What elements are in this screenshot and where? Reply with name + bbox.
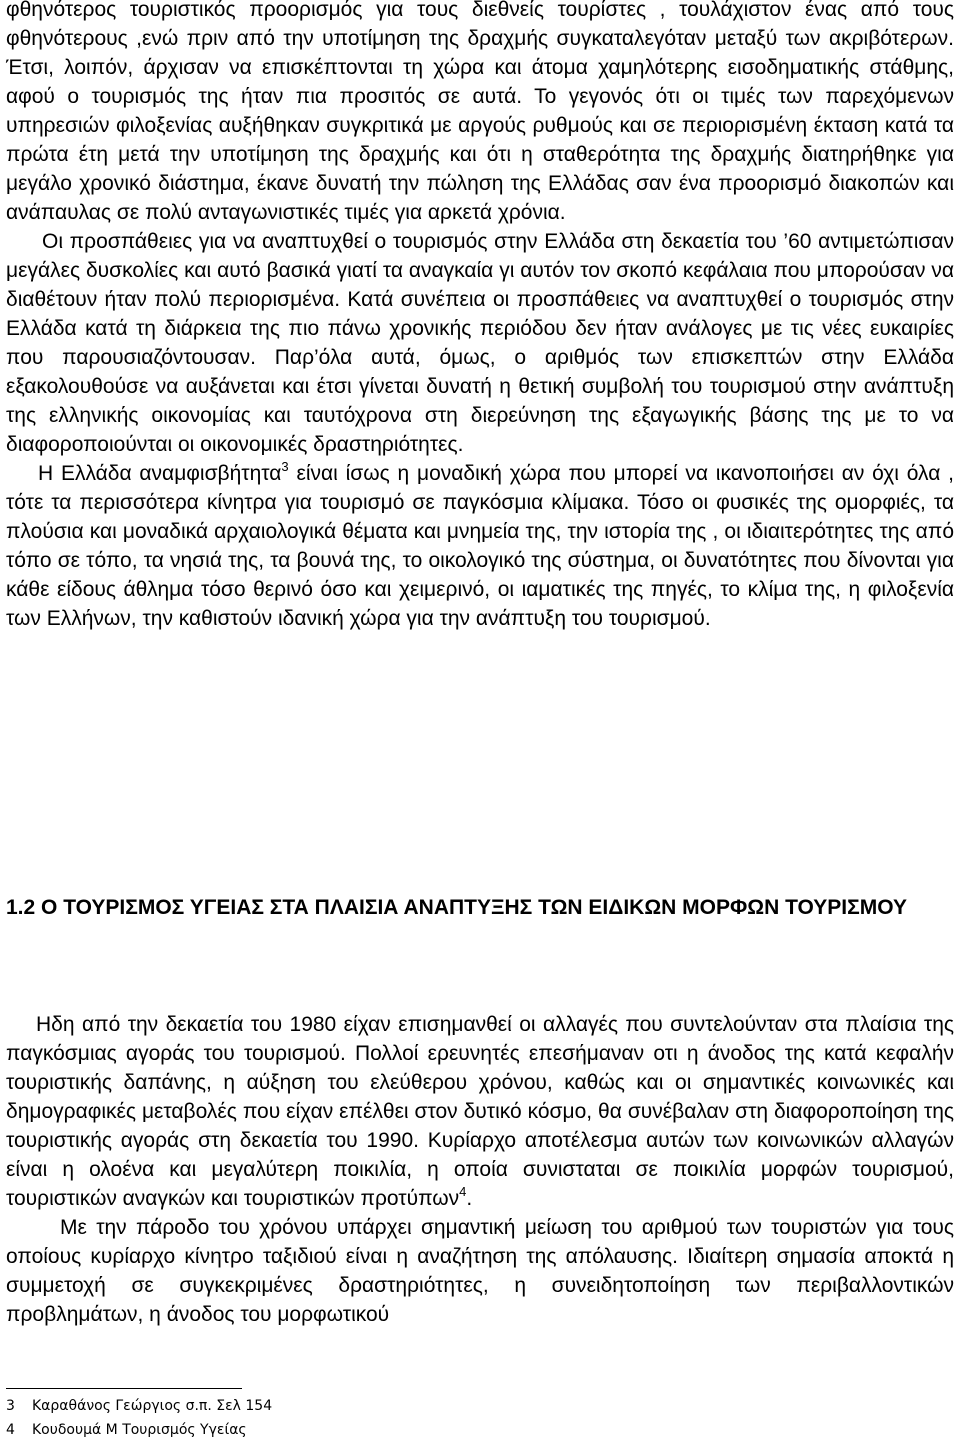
- footnote-separator: [6, 1388, 242, 1389]
- paragraph-text: Η Ελλάδα αναμφισβήτητα: [38, 462, 282, 485]
- paragraph-text: .: [466, 1187, 473, 1210]
- footnote-number: 3: [6, 1398, 15, 1414]
- footnote-text: Κουδουμά Μ Τουρισμός Υγείας: [32, 1422, 247, 1438]
- footnote: [6, 1418, 606, 1442]
- paragraph-continuation: φθηνότερος τουριστικός προορισμός για τους διεθνείς τουρίστες , τουλάχιστον ένας από τους φθηνότερους ,ενώ πριν από την υποτίμηση της δραχμής συγκαταλεγόταν μεταξύ των ακριβότερων. Έτσι, λοιπόν, άρχισαν να επισκέπτονται τη χώρα και άτομα χαμηλότερης εισοδηματικής στάθμης, αφού ο τουρισμός της ήταν πια προσιτός σε αυτά. Το γεγονός ότι οι τιμές των παρεχόμενων υπηρεσιών φιλοξενίας αυξήθηκαν συγκριτικά με αργούς ρυθμούς και σε περιορισμένη έκταση κατά τα πρώτα έτη μετά την υποτίμηση της δραχμής και ότι η σταθερότητα της δραχμής διατηρήθηκε για μεγάλο χρονικό διάστημα, έκανε δυνατή την πώληση της Ελλάδας σαν ένα προορισμό διακοπών και ανάπαυλας σε πολύ ανταγωνιστικές τιμές για αρκετά χρόνια.: [6, 0, 954, 224]
- footnote-reference: 3: [281, 459, 289, 474]
- footnote-reference: 4: [459, 1184, 467, 1199]
- footnote-text: Καραθάνος Γεώργιος σ.π. Σελ 154: [32, 1398, 273, 1414]
- paragraph-text: Ηδη από την δεκαετία του 1980 είχαν επισημανθεί οι αλλαγές που συντελούνταν στα πλαίσια της παγκόσμιας αγοράς του τουρισμού. Πολλοί ερευνητές επεσήμαναν οτι η άνοδος της κατά κεφαλήν τουριστικής δαπάνης, η αύξηση του ελεύθερου χρόνου, καθώς και οι σημαντικές κοινωνικές και δημογραφικές μεταβολές που είχαν επέλθει στον δυτικό κόσμο, θα συνέβαλαν στη διαφοροποίηση της τουριστικής αγοράς στη δεκαετία του 1990. Κυρίαρχο αποτέλεσμα αυτών των κοινωνικών αλλαγών είναι η ολοένα και μεγαλύτερη ποικιλία, η οποία συνισταται σε ποικιλία μορφών τουρισμού, τουριστικών αναγκών και τουριστικών προτύπων: [6, 1013, 954, 1210]
- paragraph-text: είναι ίσως η μοναδική χώρα που μπορεί να ικανοποιήσει αν όχι όλα , τότε τα περισσότερα κίνητρα για τουρισμό σε παγκόσμια κλίμακα. Τόσο οι φυσικές της ομορφιές, τα πλούσια και μοναδικά αρχαιολογικά θέματα και μνημεία της, την ιστορία της , οι ιδιαιτερότητες της από τόπο σε τόπο, τα νησιά της, τα βουνά της, το οικολογικό της σύστημα, οι δυνατότητες που δίνονται για κάθε είδους άθλημα τόσο θερινό όσο και χειμερινό, οι ιαματικές της πηγές, το κλίμα της, η φιλοξενία των Ελλήνων, την καθιστούν ιδανική χώρα για την ανάπτυξη του τουρισμού.: [6, 462, 954, 630]
- section-heading: 1.2 Ο ΤΟΥΡΙΣΜΟΣ ΥΓΕΙΑΣ ΣΤΑ ΠΛΑΙΣΙΑ ΑΝΑΠΤΥΞΗΣ ΤΩΝ ΕΙΔΙΚΩΝ ΜΟΡΦΩΝ ΤΟΥΡΙΣΜΟΥ: [6, 896, 907, 919]
- paragraph: Οι προσπάθειες για να αναπτυχθεί ο τουρισμός στην Ελλάδα στη δεκαετία του ’60 αντιμετώπισαν μεγάλες δυσκολίες και αυτό βασικά γιατί τα αναγκαία γι αυτόν τον σκοπό κεφάλαια που μπορούσαν να διαθέτουν ήταν πολύ περιορισμένα. Κατά συνέπεια οι προσπάθειες να αναπτυχθεί ο τουρισμός στην Ελλάδα κατά τη διάρκεια της πιο πάνω χρονικής περιόδου δεν ήταν ανάλογες με τις νέες ευκαιρίες που παρουσιαζόντουσαν. Παρ’όλα αυτά, όμως, ο αριθμός των επισκεπτών στην Ελλάδα εξακολουθούσε να αυξάνεται και έτσι γίνεται δυνατή η θετική συμβολή του τουρισμού στην ανάπτυξη της ελληνικής οικονομίας και ταυτόχρονα στη διερεύνηση της εξαγωγικής βάσης της με το να διαφοροποιούνται οι οικονομικές δραστηριότητες.: [6, 230, 954, 456]
- footnotes: [6, 1394, 606, 1442]
- footnote-number: 4: [6, 1422, 15, 1438]
- body-text-lower: [6, 1010, 954, 1329]
- body-text-upper: [6, 0, 954, 633]
- paragraph: [6, 459, 954, 633]
- paragraph: Με την πάροδο του χρόνου υπάρχει σημαντική μείωση του αριθμού των τουριστών για τους οποίους κυρίαρχο κίνητρο ταξιδιού είναι η αναζήτηση της απόλαυσης. Ιδιαίτερη σημασία αποκτά η συμμετοχή σε συγκεκριμένες δραστηριότητες, η συνειδητοποίηση των περιβαλλοντικών προβλημάτων, η άνοδος του μορφωτικού: [6, 1216, 954, 1326]
- paragraph: [6, 1010, 954, 1213]
- footnote: [6, 1394, 606, 1418]
